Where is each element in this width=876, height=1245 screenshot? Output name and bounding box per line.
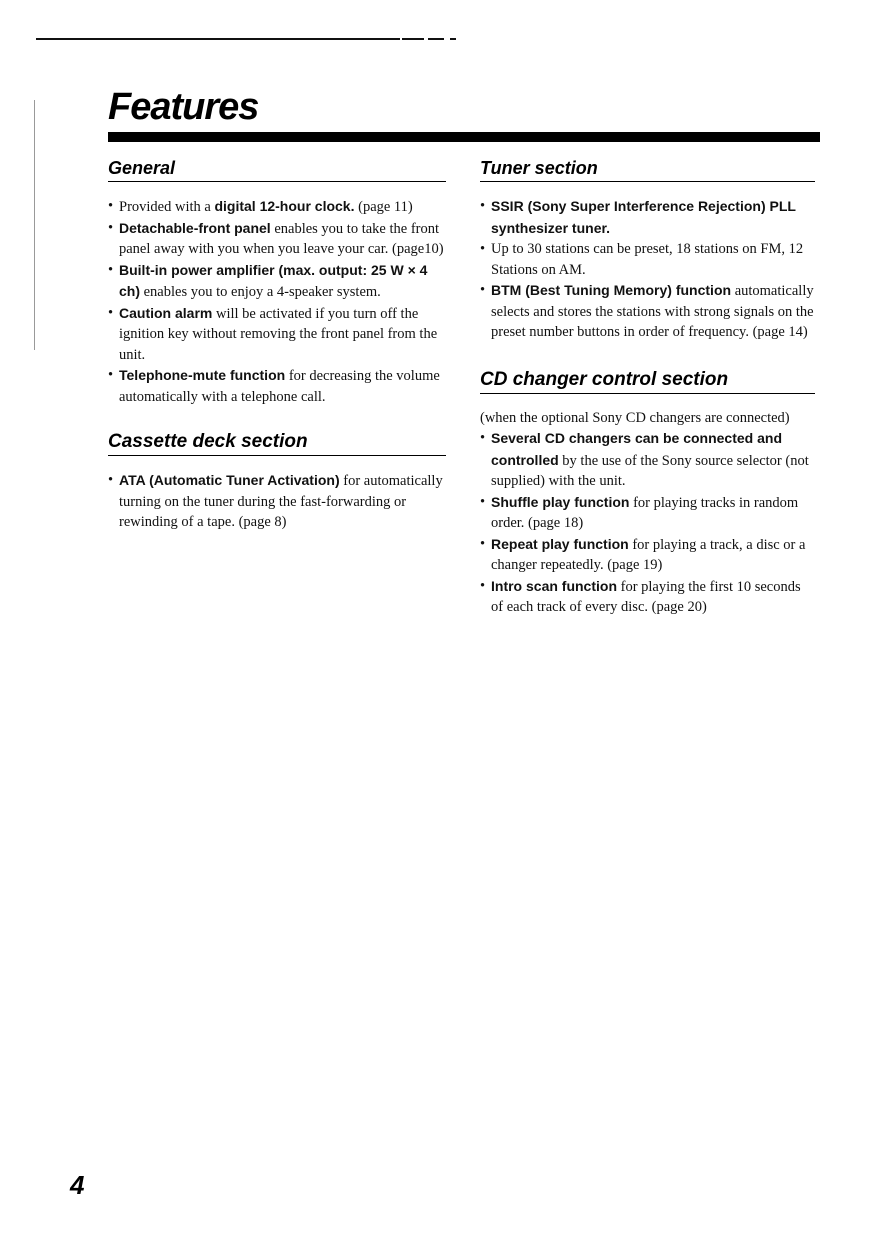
bullet-icon: • <box>480 577 486 594</box>
list-item: • Shuffle play function for playing tracks in random order. (page 18) <box>480 493 799 531</box>
list-item: • Built-in power amplifier (max. output: 25 W × 4 ch) enables you to enjoy a 4-speaker system. <box>108 261 428 300</box>
list-item: • Repeat play function for playing a track, a disc or a changer repeatedly. (page 19) <box>480 535 806 573</box>
list-item: • Telephone-mute function for decreasing the volume automatically with a telephone call. <box>108 367 440 405</box>
left-column <box>108 158 446 533</box>
bullet-icon: • <box>480 535 486 552</box>
bullet-icon: • <box>480 198 486 214</box>
margin-rule <box>34 100 35 350</box>
bullet-icon: • <box>108 261 114 278</box>
list-item: • BTM (Best Tuning Memory) function automatically selects and stores the stations with strong signals on the preset number buttons in order of frequency. (page 14) <box>480 282 814 340</box>
cassette-list <box>108 470 446 533</box>
general-heading: General <box>108 158 446 182</box>
bullet-icon: • <box>480 241 486 257</box>
title-bar <box>108 132 820 142</box>
list-item: • Caution alarm will be activated if you turn off the ignition key without removing the front panel from the unit. <box>108 304 438 363</box>
bullet-icon: • <box>480 282 486 298</box>
cd-changer-intro: (when the optional Sony CD changers are connected) <box>480 409 790 426</box>
bullet-icon: • <box>108 198 114 214</box>
general-list <box>108 196 446 407</box>
list-item: • Detachable-front panel enables you to take the front panel away with you when you leave your car. (page10) <box>108 219 444 257</box>
cassette-heading: Cassette deck section <box>108 431 446 456</box>
cd-changer-list <box>480 428 815 618</box>
bullet-icon: • <box>108 304 114 321</box>
list-item: • Up to 30 stations can be preset, 18 stations on FM, 12 Stations on AM. <box>480 241 804 278</box>
page-number: 4 <box>70 1170 85 1200</box>
list-item: • Several CD changers can be connected and controlled by the use of the Sony source selector (not supplied) with the unit. <box>480 430 809 489</box>
list-item: • ATA (Automatic Tuner Activation) for automatically turning on the tuner during the fast-forwarding or rewinding of a tape. (page 8) <box>108 472 443 530</box>
tuner-heading: Tuner section <box>480 158 815 182</box>
cd-changer-heading: CD changer control section <box>480 369 815 394</box>
list-item: • Provided with a digital 12-hour clock. (page 11) <box>108 198 413 215</box>
top-rule <box>36 38 460 41</box>
tuner-list <box>480 196 815 343</box>
right-column <box>480 158 815 618</box>
bullet-icon: • <box>480 493 486 510</box>
bullet-icon: • <box>108 219 114 236</box>
list-item: • SSIR (Sony Super Interference Rejection) PLL synthesizer tuner. <box>480 198 796 236</box>
bullet-icon: • <box>480 430 486 446</box>
bullet-icon: • <box>108 367 114 383</box>
page-title: Features <box>108 86 259 128</box>
list-item: • Intro scan function for playing the first 10 seconds of each track of every disc. (page 20) <box>480 577 801 615</box>
bullet-icon: • <box>108 472 114 488</box>
